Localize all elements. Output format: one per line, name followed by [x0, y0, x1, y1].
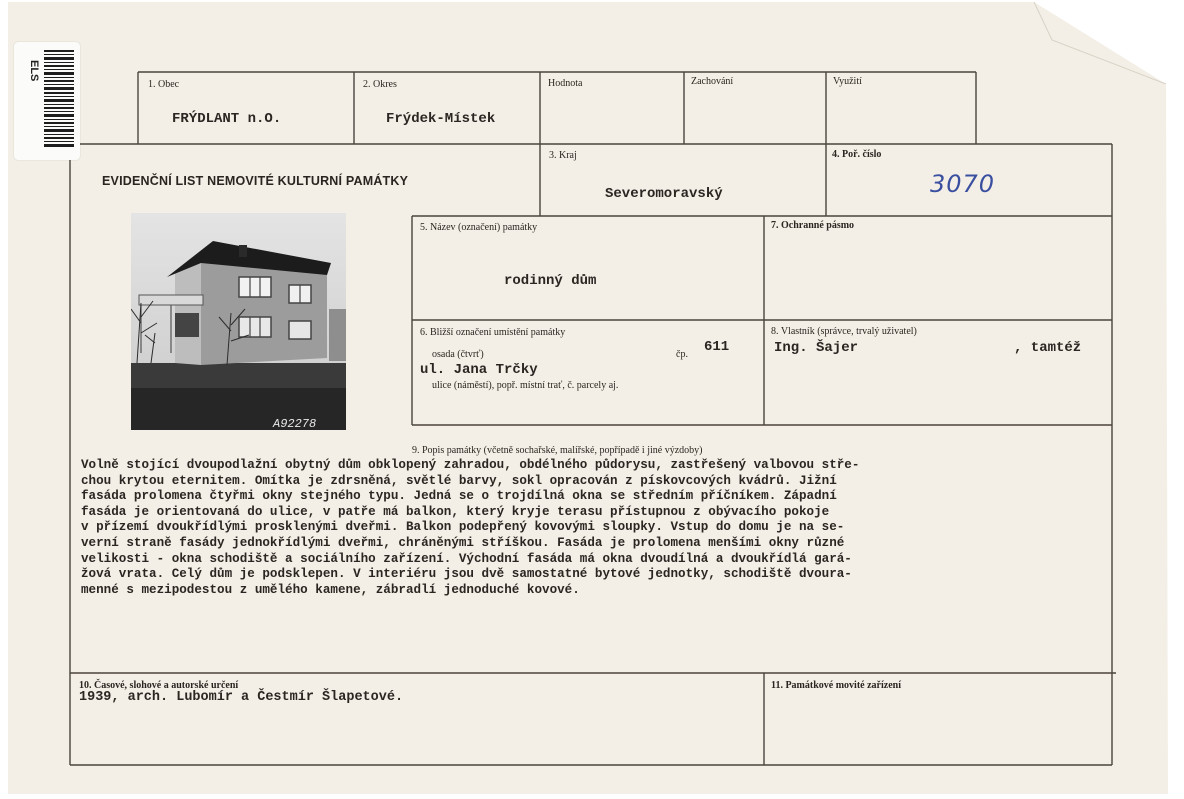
- por-cislo-label: 4. Poř. číslo: [832, 149, 882, 160]
- ulice-label: ulice (náměstí), popř. místní trať, č. parcely aj.: [432, 380, 619, 391]
- kraj-label: 3. Kraj: [549, 150, 577, 161]
- vyuziti-label: Využití: [833, 76, 862, 87]
- popis-line: v přízemí dvoukřídlými prosklenými dveřmi. Balkon podepřený kovovými sloupky. Vstup do domu je na se-: [81, 520, 845, 535]
- popis-line: chou krytou eternitem. Omítka je zdrsněná, světlé barvy, sokl opracován z pískovcových kvádrů. Jižní: [81, 473, 837, 488]
- ulice-value: ul. Jana Trčky: [420, 362, 538, 378]
- popis-line: menné s mezipodestou z umělého kamene, zábradlí jednoduché kovové.: [81, 582, 580, 597]
- nazev-label: 5. Název (označení) památky: [420, 222, 538, 233]
- barcode-sticker: [14, 42, 80, 160]
- urceni-value: 1939, arch. Lubomír a Čestmír Šlapetové.: [79, 690, 404, 705]
- okres-label: 2. Okres: [363, 79, 397, 90]
- sticker-code: ELS: [28, 60, 40, 82]
- popis-line: fasáda je orientovaná do ulice, v patře má balkon, který kryje terasu přístupnou z obývacího pokoje: [81, 504, 830, 519]
- photo-caption: A92278: [273, 417, 317, 430]
- form-title: EVIDENČNÍ LIST NEMOVITÉ KULTURNÍ PAMÁTKY: [102, 174, 409, 188]
- cp-label: čp.: [676, 349, 688, 360]
- popis-line: verní straně fasády jednokřídlými dveřmi, chráněnými stříškou. Fasáda je prolomena menšími okny různé: [81, 535, 845, 550]
- nazev-value: rodinný dům: [504, 273, 597, 289]
- vlastnik-value2: , tamtéž: [1014, 340, 1082, 356]
- popis-text: [81, 458, 859, 598]
- obec-value: FRÝDLANT n.O.: [172, 111, 282, 127]
- vlastnik-value: Ing. Šajer: [774, 340, 859, 356]
- monument-photo: [131, 213, 346, 430]
- por-cislo-value: 3070: [930, 170, 996, 198]
- umisteni-label: 6. Bližší označení umístění památky: [420, 327, 566, 338]
- popis-line: žová vrata. Celý dům je podsklepen. V interiéru jsou dvě samostatné bytové jednotky, schodiště dvoura-: [81, 567, 852, 582]
- urceni-label: 10. Časové, slohové a autorské určení: [79, 680, 239, 691]
- osada-label: osada (čtvrť): [432, 349, 484, 360]
- vlastnik-label: 8. Vlastník (správce, trvalý uživatel): [771, 326, 917, 337]
- popis-label: 9. Popis památky (včetně sochařské, malířské, popřípadě i jiné výzdoby): [412, 445, 703, 456]
- hodnota-label: Hodnota: [548, 78, 583, 89]
- popis-line: velikosti - okna schodiště a sociálního zařízení. Východní fasáda má okna dvoudílná a dvoukřídlá gará-: [81, 551, 852, 566]
- okres-value: Frýdek-Místek: [386, 111, 496, 127]
- ochranne-pasmo-label: 7. Ochranné pásmo: [771, 220, 855, 231]
- kraj-value: Severomoravský: [605, 186, 723, 202]
- cp-value: 611: [704, 339, 730, 355]
- barcode-icon: [44, 50, 74, 150]
- popis-line: Volně stojící dvoupodlažní obytný dům obklopený zahradou, obdélného půdorysu, zastřešený valbovou stře-: [81, 458, 860, 472]
- house-photo-image: [131, 213, 346, 430]
- popis-line: fasáda prolomena čtyřmi okny stejného typu. Jedná se o trojdílná okna se středním příčníkem. Západní: [81, 489, 837, 504]
- obec-label: 1. Obec: [148, 79, 180, 90]
- zarizeni-label: 11. Památkové movité zařízení: [771, 680, 901, 691]
- zachovani-label: Zachování: [691, 76, 734, 87]
